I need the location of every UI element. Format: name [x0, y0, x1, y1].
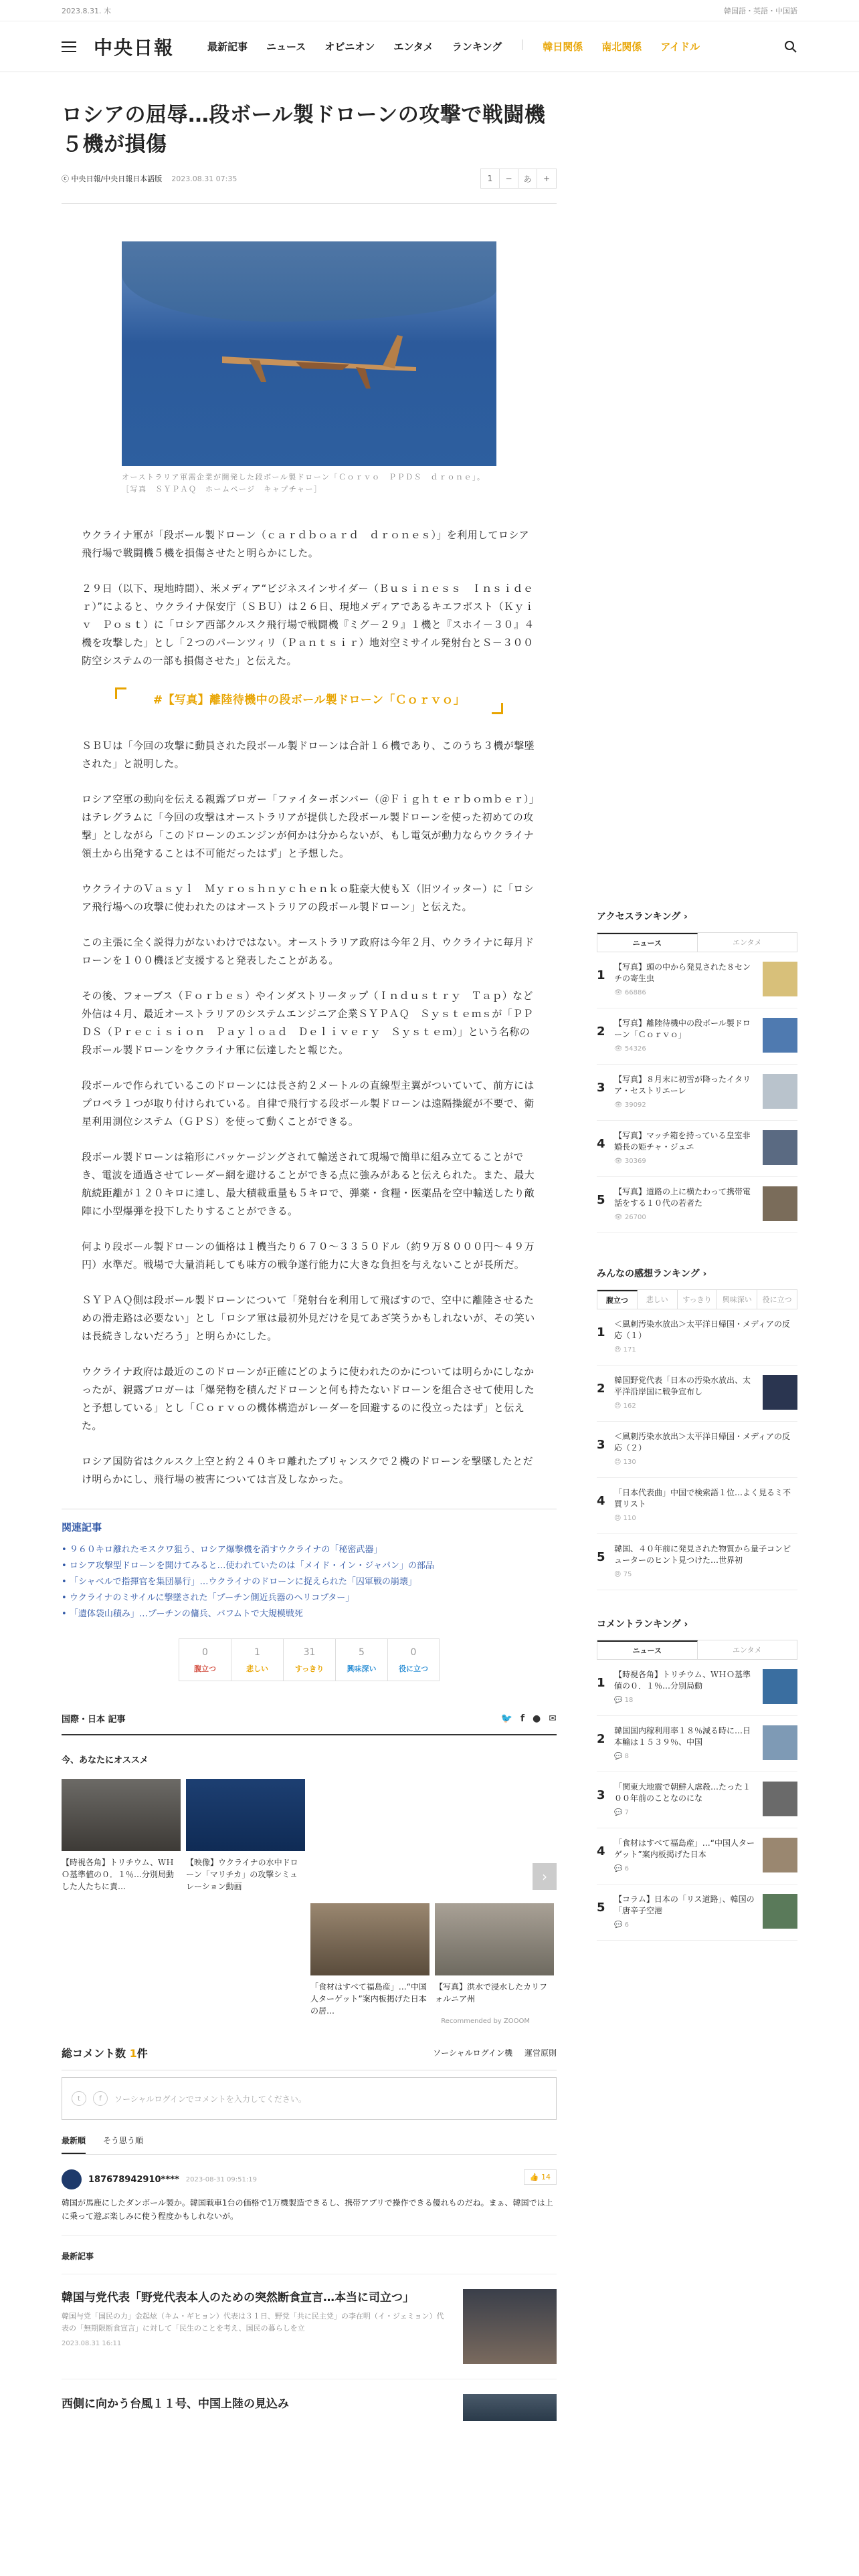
ranking-item[interactable] [597, 1660, 797, 1716]
rank-thumbnail [763, 1130, 797, 1165]
feeling-tabs [597, 1289, 797, 1309]
feeling-ranking [597, 1267, 797, 1590]
tab-entertainment[interactable]: エンタメ [732, 1646, 762, 1654]
share-bar [62, 1712, 557, 1735]
drone-icon [222, 328, 423, 402]
comment-ranking-title[interactable]: コメントランキング › [597, 1619, 688, 1630]
rank-thumbnail [763, 1186, 797, 1221]
rank-number: 1 [597, 1325, 605, 1339]
social-login-link[interactable]: ソーシャルログイン機 [433, 2048, 512, 2058]
menu-icon[interactable] [62, 41, 76, 52]
recommend-title: 今、あなたにオススメ [62, 1755, 149, 1765]
comments-number: 1 [129, 2047, 137, 2060]
ranking-item[interactable] [597, 952, 797, 1008]
news-date: 2023.08.31 16:11 [62, 2340, 122, 2347]
related-link[interactable]: • ロシア攻撃型ドローンを開けてみると…使われていたのは「メイド・イン・ジャパン」の部品 [62, 1558, 557, 1574]
paragraph: この主張に全く説得力がないわけではない。オーストラリア政府は今年２月、ウクライナに毎月ドローンを１００機ほど支援すると発表したことがある。 [82, 936, 535, 966]
ranking-item[interactable] [597, 1478, 797, 1534]
photo-caption: オーストラリア軍需企業が開発した段ボール製ドローン「Ｃｏｒｖｏ ＰＰＤＳ ｄｒｏｎｅ」。［写真 ＳＹＰＡＱ ホームページ キャプチャー］ [122, 473, 486, 494]
recommend-card[interactable] [186, 1779, 305, 1893]
paragraph: 段ボール製ドローンは箱形にパッケージングされて輸送されて現場で簡単に組み立てることができ、電波を通過させてレーダー網を避けることができる点に強みがあると伝えられた。また、最大航続距離が１２０キロに達し、最大積載重量も５キロで、弾薬・食糧・医薬品を空中輸送したり敵陣に小型爆弾を投下したりすることができる。 [82, 1151, 535, 1217]
rank-thumbnail [763, 1838, 797, 1872]
article-body [62, 526, 557, 1489]
rank-title: 【コラム】日本の「リス道路」、韓国の「唐辛子空港 [614, 1895, 755, 1915]
comment-placeholder: ソーシャルログインでコメントを入力してください。 [114, 2094, 306, 2104]
facebook-login-icon[interactable]: f [93, 2091, 108, 2106]
ranking-item[interactable] [597, 1121, 797, 1177]
related-link[interactable]: • ウクライナのミサイルに撃墜された「プーチン側近兵器のヘリコプター」 [62, 1590, 557, 1606]
ranking-item[interactable] [597, 1885, 797, 1941]
comments-label: 総コメント数 [62, 2047, 126, 2060]
comment-ranking [597, 1617, 797, 1941]
rank-title: 【時視各角】トリチウム、ＷＨＯ基準値の０．１％…分別局動 [614, 1670, 751, 1691]
comments-header [62, 2045, 557, 2070]
recommend-image [310, 1903, 430, 1975]
comments-unit: 件 [136, 2047, 148, 2060]
rank-count: 💬 6 [614, 1921, 630, 1929]
access-ranking [597, 909, 797, 1233]
rank-number: 4 [597, 1494, 605, 1508]
rank-number: 5 [597, 1193, 605, 1207]
paragraph: ウクライナ政府は最近のこのドローンが正確にどのように使われたのかについては明らかにしなかったが、親露ブロガーは「爆発物を積んだドローンと何も持たないドローンを組合させて使用したと予想している」とし「Ｃｏｒｖｏの機体構造がレーダーを回避するのに役立ったはず」と伝えた。 [82, 1366, 535, 1432]
nav-opinion[interactable]: オピニオン [324, 41, 375, 53]
reaction-count: 31 [303, 1647, 316, 1658]
twitter-icon[interactable]: 🐦 [500, 1713, 512, 1724]
tab-angry[interactable]: 腹立つ [597, 1290, 638, 1309]
nav-korea-japan[interactable]: 韓日関係 [543, 41, 583, 53]
font-label: あ [518, 169, 537, 188]
ranking-item[interactable] [597, 1309, 797, 1366]
news-thumbnail[interactable] [463, 2394, 557, 2421]
tab-agree[interactable]: そう思う順 [103, 2136, 144, 2145]
tab-news[interactable]: ニュース [597, 1640, 698, 1659]
like-button[interactable] [524, 2169, 557, 2185]
photo-link-quote[interactable]: #【写真】離陸待機中の段ボール製ドローン「Ｃｏｒｖｏ」 [115, 687, 503, 714]
nav-news[interactable]: ニュース [266, 41, 306, 53]
rank-count: 💬 8 [614, 1753, 630, 1760]
rank-number: 5 [597, 1901, 605, 1915]
today-date: 2023.8.31. 木 [62, 6, 111, 15]
nav-north-south[interactable]: 南北関係 [601, 41, 642, 53]
rank-thumbnail [763, 1669, 797, 1704]
comment-user: 187678942910**** [88, 2174, 179, 2185]
tab-entertainment[interactable]: エンタメ [732, 938, 762, 947]
ranking-item[interactable] [597, 1422, 797, 1478]
comment-item [62, 2155, 557, 2236]
rank-count: 😠 130 [614, 1459, 636, 1466]
recommend-text: 【時視各角】トリチウム、ＷＨＯ基準値の０．１％…分別局動した人たちに責… [62, 1858, 175, 1891]
rank-views: 👁 66886 [614, 989, 646, 996]
comment-input[interactable] [62, 2077, 557, 2120]
feeling-ranking-title[interactable]: みんなの感想ランキング › [597, 1269, 707, 1279]
recommend-image [62, 1779, 181, 1851]
rank-title: 【写真】マッチ箱を持っている皇室非婚長の姫チャ・ジュエ [614, 1131, 751, 1152]
rules-link[interactable]: 運営原則 [524, 2048, 557, 2058]
rank-count: 💬 6 [614, 1865, 630, 1872]
rank-number: 2 [597, 1025, 605, 1039]
main-nav [207, 39, 700, 53]
paragraph: 何より段ボール製ドローンの価格は１機当たり６７０～３３５０ドル（約９万８０００円～４９万円）水準だ。戦場で大量消耗しても味方の戦争遂行能力に大きな負担を与えないことが長所だ。 [82, 1241, 535, 1271]
nav-idol[interactable]: アイドル [660, 41, 700, 53]
tab-latest[interactable]: 最新順 [62, 2135, 86, 2154]
comment-ranking-tabs [597, 1640, 797, 1660]
recommend-text: 【映像】ウクライナの水中ドローン「マリチカ」の攻撃シミュレーション動画 [186, 1858, 298, 1891]
article-main [62, 72, 557, 2421]
news-title[interactable]: 韓国与党代表「野党代表本人のための突然断食宣言…本当に司立つ」 [62, 2291, 414, 2304]
line-icon[interactable]: ● [533, 1713, 541, 1724]
rank-title: ＜風刺汚染水放出＞太平洋日帰国・メディアの反応（１） [614, 1319, 791, 1340]
reaction-angry[interactable] [179, 1638, 231, 1681]
related-title: 関連記事 [62, 1521, 102, 1533]
news-thumbnail[interactable] [463, 2289, 557, 2364]
rank-title: 韓国、４０年前に発見された物質から量子コンピューターのヒント見つけた…世界初 [614, 1544, 791, 1565]
rank-title: 【写真】８月末に初雪が降ったイタリア・セストリエーレ [614, 1075, 751, 1095]
rank-number: 3 [597, 1788, 605, 1802]
ranking-item[interactable] [597, 1008, 797, 1065]
ranking-item[interactable] [597, 1534, 797, 1590]
ranking-item[interactable] [597, 1366, 797, 1422]
rank-thumbnail [763, 1782, 797, 1816]
top-utility-bar [0, 0, 859, 21]
tab-news[interactable]: ニュース [597, 933, 698, 952]
recommend-grid [62, 1779, 557, 2025]
photo-hills [122, 241, 496, 322]
site-header [0, 21, 859, 72]
paragraph: その後、フォーブス（Ｆｏｒｂｅｓ）やインダストリータップ（Ｉｎｄｕｓｔｒｙ Ｔａｐ）など外信は４月、最近オーストラリアのシステムエンジニア企業ＳＹＰＡＱ Ｓｙｓｔｅｍｓが「ＰＰＤＳ（Ｐｒｅｃｉｓｉｏｎ Ｐａｙｌｏａｄ Ｄｅｌｉｖｅｒｙ Ｓｙｓｔｅｍ）」という名称の段ボール製ドローンをウクライナ軍に伝達したと報じた。 [82, 990, 533, 1056]
paragraph: ＳＹＰＡＱ側は段ボール製ドローンについて「発射台を利用して飛ばすので、空中に離陸させるための滑走路は必要ない」とし「ロシア軍は最初外見だけを見てあざ笑うかもしれないが、その笑いは長続きしないだろう」と明らかにした。 [82, 1294, 535, 1342]
rank-number: 1 [597, 968, 605, 982]
comment-sort-tabs [62, 2135, 557, 2155]
rank-thumbnail [763, 1375, 797, 1410]
avatar [62, 2169, 82, 2189]
comments-count [62, 2045, 148, 2060]
rank-count: 💬 7 [614, 1809, 630, 1816]
reaction-count: 0 [202, 1647, 208, 1658]
rank-number: 2 [597, 1732, 605, 1746]
minus-icon[interactable]: − [500, 169, 518, 188]
rank-number: 3 [597, 1438, 605, 1452]
paragraph: ウクライナ軍が「段ボール製ドローン（ｃａｒｄｂｏａｒｄ ｄｒｏｎｅｓ）」を利用してロシア飛行場で戦闘機５機を損傷させたと明らかにした。 [82, 529, 530, 559]
related-link[interactable]: • 「シャベルで指揮官を集団暴行」…ウクライナのドローンに捉えられた「囚軍戦の崩壊」 [62, 1574, 557, 1590]
reaction-label: 役に立つ [399, 1665, 428, 1673]
rank-thumbnail [763, 962, 797, 996]
like-count: 14 [541, 2173, 551, 2181]
rank-views: 👁 54326 [614, 1045, 646, 1053]
reaction-count: 0 [410, 1647, 417, 1658]
site-logo[interactable]: 中央日報 [94, 36, 175, 59]
news-title[interactable]: 西側に向かう台風１１号、中国上陸の見込み [62, 2397, 289, 2411]
twitter-login-icon[interactable]: t [72, 2091, 86, 2106]
news-item[interactable] [62, 2379, 557, 2421]
rank-number: 2 [597, 1382, 605, 1396]
rank-title: 【写真】道路の上に横たわって携帯電話をする１０代の若者た [614, 1187, 751, 1208]
thumb-icon: 👍 [529, 2173, 541, 2181]
nav-ranking[interactable]: ランキング [452, 41, 502, 53]
rank-title: 韓国国内稼利用率１８％減る時に…日本輸は１５３９％、中国 [614, 1726, 751, 1747]
comment-text: 韓国が馬鹿にしたダンボール製か。韓国戦車1台の価格で1万機製造できるし、携帯アプリで操作できる優れものだね。まぁ、韓国では上に乗って遊ぶ楽しみに使う程度かもしれないが。 [62, 2198, 553, 2221]
sidebar [597, 72, 797, 2421]
next-arrow-icon[interactable]: › [533, 1863, 557, 1890]
article-tools [480, 169, 557, 189]
article-title: ロシアの屈辱…段ボール製ドローンの攻撃で戦闘機５機が損傷 [62, 103, 546, 156]
tab-refreshed[interactable]: すっきり [678, 1290, 718, 1309]
article-date: 2023.08.31 07:35 [171, 174, 237, 183]
reaction-label: すっきり [294, 1665, 324, 1673]
facebook-icon[interactable]: f [520, 1713, 525, 1724]
recommend-image [435, 1903, 554, 1975]
rank-number: 1 [597, 1676, 605, 1690]
reaction-sad[interactable] [231, 1638, 283, 1681]
tab-sad[interactable]: 悲しい [638, 1290, 678, 1309]
recommend-powered: Recommended by ZOOOM [441, 2018, 530, 2025]
rank-thumbnail [763, 1725, 797, 1760]
tab-useful[interactable]: 役に立つ [762, 1295, 792, 1304]
reaction-count: 1 [254, 1647, 260, 1658]
rank-count: 😠 110 [614, 1515, 636, 1522]
paragraph: ウクライナのＶａｓｙｌ Ｍｙｒｏｓｈｎｙｃｈｅｎｋｏ駐豪大使もＸ（旧ツイッター）に「ロシア飛行場への攻撃に使われたのはオーストラリアの段ボール製ドローン」と伝えた。 [82, 883, 535, 913]
paragraph: ロシア空軍の動向を伝える親露ブロガー「ファイターボンバー（＠Ｆｉｇｈｔｅｒｂｏｍｂｅｒ）」はテレグラムに「今回の攻撃はオーストラリアが提供した段ボール製ドローンを使った初めての攻撃」としながら「このドローンのエンジンが何かは分からないが、もし電気が動力ならウクライナ領土から出発することは不可能だったはず」と予想した。 [82, 793, 535, 859]
rank-views: 👁 26700 [614, 1214, 646, 1221]
recommend-text: 【写真】洪水で浸水したカリフォルニア州 [435, 1982, 548, 2004]
language-links[interactable]: 韓国語・英語・中国語 [724, 6, 797, 15]
reaction-refreshed[interactable] [283, 1638, 335, 1681]
rank-number: 4 [597, 1844, 605, 1858]
tab-interesting[interactable]: 興味深い [717, 1290, 757, 1309]
recommend-image [186, 1779, 305, 1851]
rank-number: 5 [597, 1550, 605, 1564]
section-label[interactable]: 国際・日本 記事 [62, 1715, 126, 1725]
rank-title: 「関東大地震で朝鮮人虐殺…たった１００年前のことなのにな [614, 1782, 751, 1803]
ranking-item[interactable] [597, 1772, 797, 1828]
recommend-card[interactable] [62, 1779, 181, 1893]
nav-entertainment[interactable]: エンタメ [393, 41, 434, 53]
reaction-count: 5 [359, 1647, 365, 1658]
rank-count: 😠 162 [614, 1402, 636, 1410]
related-articles [62, 1509, 557, 1622]
rank-count: 💬 18 [614, 1697, 634, 1704]
rank-thumbnail [763, 1074, 797, 1109]
recommend-text: 「食材はすべて福島産」…“中国人ターゲット”案内板掲げた日本の居… [310, 1982, 427, 2016]
latest-title: 最新記事 [62, 2250, 557, 2274]
reaction-buttons [62, 1638, 557, 1681]
article-meta [62, 169, 557, 204]
rank-title: 【写真】離陸待機中の段ボール製ドローン「Ｃｏｒｖｏ」 [614, 1018, 751, 1039]
reaction-interesting[interactable] [335, 1638, 387, 1681]
reaction-label: 腹立つ [194, 1665, 216, 1673]
article-source: ⓒ 中央日報/中央日報日本語版 [62, 175, 163, 183]
rank-title: 【写真】頭の中から発見された８センチの寄生虫 [614, 962, 751, 983]
ranking-item[interactable] [597, 1716, 797, 1772]
related-link[interactable]: • 「遺体袋山積み」…プーチンの傭兵、バフムトで大規模戦死 [62, 1606, 557, 1622]
recommend-card[interactable] [435, 1903, 554, 2005]
rank-title: 韓国野党代表「日本の汚染水放出、太平洋沿岸国に戦争宣布し [614, 1376, 751, 1396]
comment-date: 2023-08-31 09:51:19 [185, 2175, 257, 2183]
news-item[interactable] [62, 2274, 557, 2379]
mail-icon[interactable]: ✉ [549, 1713, 557, 1724]
rank-number: 3 [597, 1081, 605, 1095]
ranking-item[interactable] [597, 1828, 797, 1885]
rank-count: 😠 171 [614, 1346, 636, 1354]
news-excerpt: 韓国与党「国民の力」金起炫（キム・ギヒョン）代表は３１日、野党「共に民主党」の李在明（イ・ジェミョン）代表の「無期限断食宣言」に対して「民生のことを考え、国民の暮らしを立 [62, 2312, 444, 2333]
search-icon[interactable] [784, 40, 797, 53]
rank-views: 👁 39092 [614, 1101, 646, 1109]
rank-title: 「食材はすべて福島産」…“中国人ターゲット”案内板掲げた日本 [614, 1838, 755, 1859]
ranking-item[interactable] [597, 1177, 797, 1233]
paragraph: ＳＢＵは「今回の攻撃に動員された段ボール製ドローンは合計１６機であり、このうち３機が撃墜された」と説明した。 [82, 740, 535, 770]
nav-latest[interactable]: 最新記事 [207, 41, 248, 53]
rank-count: 😠 75 [614, 1571, 632, 1578]
font-size-count[interactable]: 1 [481, 169, 500, 188]
reaction-label: 悲しい [246, 1665, 268, 1673]
ranking-item[interactable] [597, 1065, 797, 1121]
access-tabs [597, 932, 797, 952]
access-ranking-title[interactable]: アクセスランキング › [597, 911, 688, 922]
rank-title: ＜風刺汚染水放出＞太平洋日帰国・メディアの反応（２） [614, 1432, 791, 1453]
paragraph: ２９日（以下、現地時間）、米メディア“ビジネスインサイダー（Ｂｕｓｉｎｅｓｓ Ｉｎｓｉｄｅｒ）”によると、ウクライナ保安庁（ＳＢＵ）は２６日、現地メディアであるキエフポスト（Ｋｙｉｖ Ｐｏｓｔ）に「ロシア西部クルスク飛行場で戦闘機『ミグ－２９』１機と『スホイ－３０』４機を攻撃した」とし「２つのパーンツィリ（Ｐａｎｔｓｉｒ）地対空ミサイル発射台とＳ－３００防空システムの一部も損傷させた」と伝えた。 [82, 582, 535, 667]
paragraph: 段ボールで作られているこのドローンには長さ約２メートルの直線型主翼がついていて、前方にはプロペラ１つが取り付けられている。自律で飛行する段ボール製ドローンは遠隔操縦が不要で、衛星利用測位システム（ＧＰＳ）を使って動くことができる。 [82, 1079, 535, 1128]
recommend-card[interactable] [310, 1903, 430, 2017]
related-link[interactable]: • ９６０キロ離れたモスクワ狙う、ロシア爆撃機を消すウクライナの「秘密武器」 [62, 1542, 557, 1558]
plus-icon[interactable]: + [543, 174, 551, 183]
article-photo [122, 241, 496, 466]
rank-thumbnail [763, 1894, 797, 1929]
rank-number: 4 [597, 1137, 605, 1151]
rank-thumbnail [763, 1018, 797, 1053]
reaction-label: 興味深い [347, 1665, 377, 1673]
reaction-useful[interactable] [387, 1638, 440, 1681]
paragraph: ロシア国防省はクルスク上空と約２４０キロ離れたブリャンスクで２機のドローンを撃墜したとだけ明らかにし、飛行場の被害については言及しなかった。 [82, 1455, 533, 1485]
rank-views: 👁 30369 [614, 1158, 646, 1165]
rank-title: 「日本代表曲」中国で検索語１位…よく見るミ不買リスト [614, 1488, 791, 1509]
